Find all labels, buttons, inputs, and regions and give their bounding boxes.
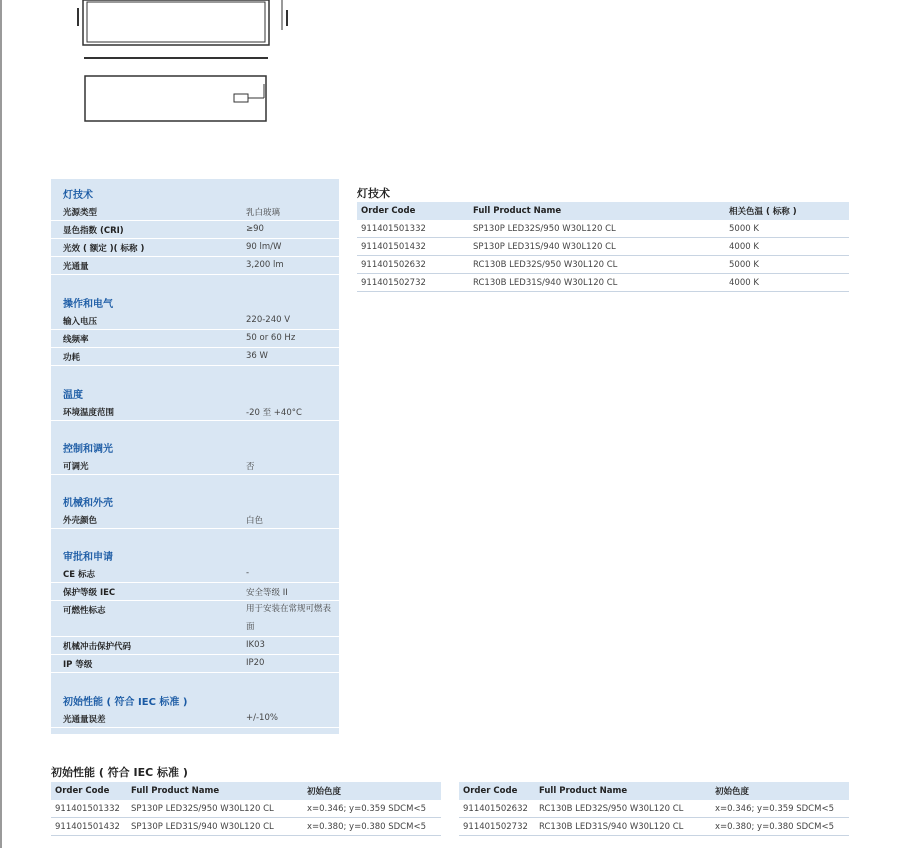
spec-value: -20 至 +40°C xyxy=(246,408,302,418)
spec-row xyxy=(51,582,339,601)
spec-label: 可燃性标志 xyxy=(63,606,106,616)
spec-row xyxy=(51,238,339,257)
column-header: 初始色度 xyxy=(711,782,849,800)
spec-row xyxy=(51,709,339,728)
spec-label: 机械冲击保护代码 xyxy=(63,642,132,652)
perf-section-title: 初始性能 ( 符合 IEC 标准 ) xyxy=(51,766,188,779)
table-cell: x=0.346; y=0.359 SDCM<5 xyxy=(303,800,441,818)
table-cell: x=0.346; y=0.359 SDCM<5 xyxy=(711,800,849,818)
spec-value: 否 xyxy=(246,462,255,472)
column-header: Full Product Name xyxy=(535,782,711,800)
table-row xyxy=(51,800,441,818)
table-row xyxy=(357,220,849,238)
spec-label: IP 等级 xyxy=(63,660,93,670)
table-cell: 911401502732 xyxy=(357,274,469,292)
spec-label: CE 标志 xyxy=(63,570,96,580)
spec-row xyxy=(51,220,339,239)
table-cell: 911401502732 xyxy=(459,818,535,836)
table-cell: 5000 K xyxy=(725,220,849,238)
section-title: 温度 xyxy=(63,390,83,401)
spec-label: 保护等级 IEC xyxy=(63,588,116,598)
spec-label: 输入电压 xyxy=(63,317,98,327)
table-row xyxy=(357,274,849,292)
column-header: Order Code xyxy=(459,782,535,800)
table-cell: x=0.380; y=0.380 SDCM<5 xyxy=(711,818,849,836)
spec-value: IK03 xyxy=(246,640,265,650)
spec-label: 光通量误差 xyxy=(63,715,106,725)
table-cell: 5000 K xyxy=(725,256,849,274)
perf-table-left xyxy=(51,782,441,836)
table-cell: 911401502632 xyxy=(459,800,535,818)
spec-label: 可调光 xyxy=(63,462,89,472)
section-title: 初始性能 ( 符合 IEC 标准 ) xyxy=(63,697,188,708)
spec-value: 220-240 V xyxy=(246,315,291,325)
spec-row xyxy=(51,510,339,529)
column-header: 相关色温 ( 标称 ) xyxy=(725,202,849,220)
spec-row xyxy=(51,600,339,637)
table-cell: SP130P LED32S/950 W30L120 CL xyxy=(469,220,725,238)
table-cell: 4000 K xyxy=(725,274,849,292)
table-cell: 4000 K xyxy=(725,238,849,256)
table-cell: 911401501432 xyxy=(51,818,127,836)
spec-row xyxy=(51,202,339,221)
section-title: 操作和电气 xyxy=(63,299,113,310)
spec-value: 90 lm/W xyxy=(246,242,282,252)
spec-value: 50 or 60 Hz xyxy=(246,333,296,343)
table-row xyxy=(357,238,849,256)
lamp-table xyxy=(357,202,849,292)
table-cell: RC130B LED31S/940 W30L120 CL xyxy=(469,274,725,292)
spec-label: 外壳颜色 xyxy=(63,516,98,526)
column-header: Order Code xyxy=(51,782,127,800)
spec-label: 线频率 xyxy=(63,335,89,345)
column-header: Full Product Name xyxy=(469,202,725,220)
spec-value: 36 W xyxy=(246,351,268,361)
spec-label: 环境温度范围 xyxy=(63,408,115,418)
table-cell: 911401502632 xyxy=(357,256,469,274)
spec-label: 光源类型 xyxy=(63,208,98,218)
spec-row xyxy=(51,329,339,348)
spec-value: ≥90 xyxy=(246,224,264,234)
spec-value: - xyxy=(246,568,250,578)
product-side-drawing xyxy=(82,74,272,124)
section-title: 机械和外壳 xyxy=(63,498,113,509)
column-header: Full Product Name xyxy=(127,782,303,800)
spec-row xyxy=(51,256,339,275)
spec-value: IP20 xyxy=(246,658,265,668)
table-row xyxy=(459,800,849,818)
section-title: 控制和调光 xyxy=(63,444,113,455)
table-cell: x=0.380; y=0.380 SDCM<5 xyxy=(303,818,441,836)
spec-row xyxy=(51,636,339,655)
section-title: 灯技术 xyxy=(63,190,93,201)
table-cell: RC130B LED31S/940 W30L120 CL xyxy=(535,818,711,836)
product-front-drawing xyxy=(72,0,292,62)
spec-row xyxy=(51,347,339,366)
lamp-table-title: 灯技术 xyxy=(357,187,390,200)
page-left-border xyxy=(0,0,2,848)
spec-panel xyxy=(51,179,339,734)
table-cell: SP130P LED31S/940 W30L120 CL xyxy=(127,818,303,836)
table-cell: SP130P LED31S/940 W30L120 CL xyxy=(469,238,725,256)
table-header-row xyxy=(459,782,849,800)
table-row xyxy=(51,818,441,836)
spec-label: 光效 ( 额定 )( 标称 ) xyxy=(63,244,145,254)
spec-label: 显色指数 (CRI) xyxy=(63,226,124,236)
table-cell: RC130B LED32S/950 W30L120 CL xyxy=(469,256,725,274)
table-header-row xyxy=(357,202,849,220)
table-row xyxy=(459,818,849,836)
spec-value: 白色 xyxy=(246,516,264,526)
spec-row xyxy=(51,311,339,330)
spec-row xyxy=(51,402,339,421)
spec-label: 功耗 xyxy=(63,353,81,363)
column-header: Order Code xyxy=(357,202,469,220)
spec-value: 用于安装在常规可燃表面 xyxy=(246,604,332,632)
table-header-row xyxy=(51,782,441,800)
spec-value: 安全等级 II xyxy=(246,588,288,598)
spec-value: 3,200 lm xyxy=(246,260,284,270)
perf-table-right xyxy=(459,782,849,836)
spec-row xyxy=(51,564,339,583)
section-title: 审批和申请 xyxy=(63,552,113,563)
table-row xyxy=(357,256,849,274)
spec-row xyxy=(51,654,339,673)
table-cell: 911401501332 xyxy=(357,220,469,238)
column-header: 初始色度 xyxy=(303,782,441,800)
table-cell: 911401501332 xyxy=(51,800,127,818)
table-cell: RC130B LED32S/950 W30L120 CL xyxy=(535,800,711,818)
spec-value: 乳白玻璃 xyxy=(246,208,281,218)
table-cell: SP130P LED32S/950 W30L120 CL xyxy=(127,800,303,818)
spec-row xyxy=(51,456,339,475)
table-cell: 911401501432 xyxy=(357,238,469,256)
spec-label: 光通量 xyxy=(63,262,89,272)
spec-value: +/-10% xyxy=(246,713,278,723)
